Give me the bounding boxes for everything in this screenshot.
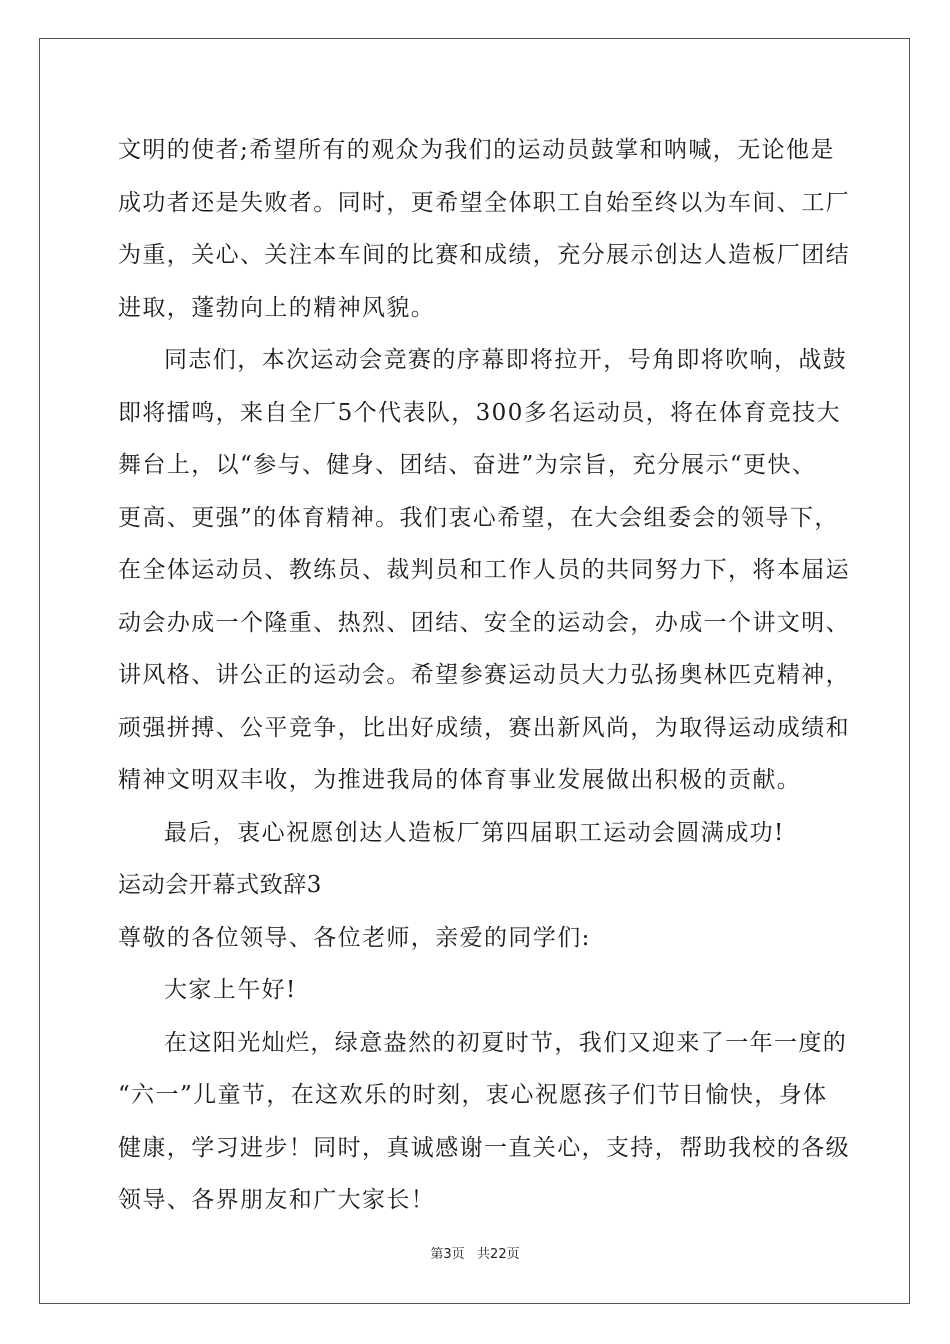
paragraph-line: 动会办成一个隆重、热烈、团结、安全的运动会，办成一个讲文明、 <box>118 609 850 636</box>
paragraph-line: 最后，衷心祝愿创达人造板厂第四届职工运动会圆满成功! <box>164 819 785 846</box>
greeting: 大家上午好! <box>164 977 297 1003</box>
paragraph-line: 进取，蓬勃向上的精神风貌。 <box>118 294 436 321</box>
paragraph-line: 即将擂鸣，来自全厂5个代表队，300多名运动员，将在体育竞技大 <box>118 399 841 426</box>
paragraph-line: 成功者还是失败者。同时，更希望全体职工自始至终以为车间、工厂 <box>118 189 850 216</box>
paragraph-line: 健康，学习进步！同时，真诚感谢一直关心，支持，帮助我校的各级 <box>118 1134 850 1161</box>
paragraph-line: 在这阳光灿烂，绿意盎然的初夏时节，我们又迎来了一年一度的 <box>164 1029 848 1056</box>
paragraph-line: 更高、更强”的体育精神。我们衷心希望，在大会组委会的领导下， <box>118 504 839 531</box>
paragraph-line: 为重，关心、关注本车间的比赛和成绩，充分展示创达人造板厂团结 <box>118 242 850 268</box>
page-number-footer: 第3页 共22页 <box>430 1247 520 1262</box>
section-heading: 运动会开幕式致辞3 <box>118 872 323 898</box>
salutation: 尊敬的各位领导、各位老师，亲爱的同学们: <box>118 924 591 951</box>
paragraph-line: 顽强拼搏、公平竞争，比出好成绩，赛出新风尚，为取得运动成绩和 <box>118 714 850 741</box>
paragraph-line: 讲风格、讲公正的运动会。希望参赛运动员大力弘扬奥林匹克精神， <box>118 662 850 688</box>
paragraph-line: 同志们，本次运动会竞赛的序幕即将拉开，号角即将吹响，战鼓 <box>164 347 848 373</box>
paragraph-line: 在全体运动员、教练员、裁判员和工作人员的共同努力下，将本届运 <box>118 557 850 583</box>
paragraph-line: 舞台上，以“参与、健身、团结、奋进”为宗旨，充分展示“更快、 <box>118 452 817 478</box>
paragraph-line: “六一”儿童节，在这欢乐的时刻，衷心祝愿孩子们节日愉快，身体 <box>118 1082 828 1108</box>
document-body <box>118 124 850 1227</box>
paragraph-line: 文明的使者;希望所有的观众为我们的运动员鼓掌和呐喊，无论他是 <box>118 137 835 163</box>
paragraph-line: 精神文明双丰收，为推进我局的体育事业发展做出积极的贡献。 <box>118 767 802 793</box>
paragraph-line: 领导、各界朋友和广大家长！ <box>118 1187 436 1213</box>
